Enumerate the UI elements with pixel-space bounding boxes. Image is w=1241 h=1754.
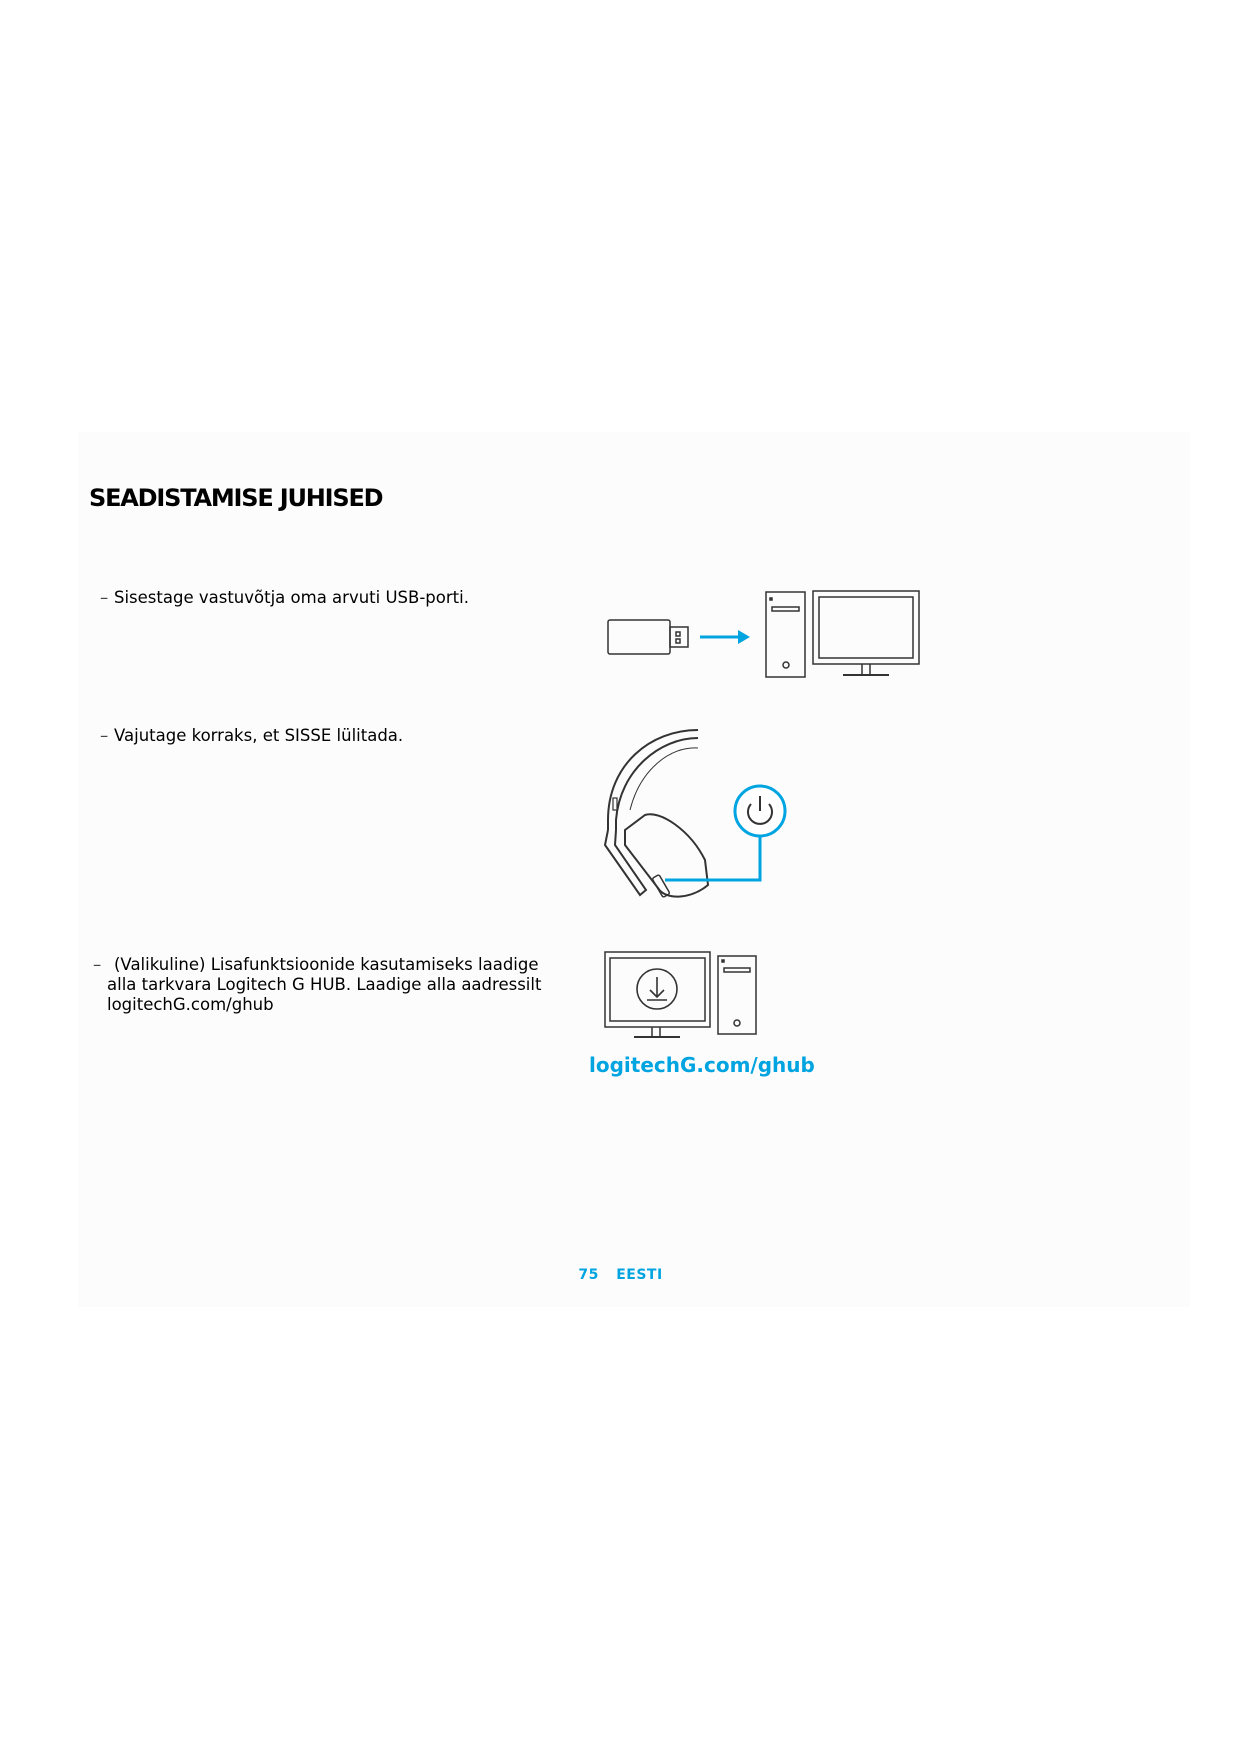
headset-power-illustration [590, 720, 820, 920]
usb-receiver-icon [608, 620, 688, 654]
step-2-marker: – [100, 726, 109, 745]
language-label: EESTI [616, 1267, 663, 1283]
step-1 [100, 588, 540, 608]
step-2 [100, 726, 540, 746]
pc-tower-icon [766, 592, 805, 677]
pc-tower-icon [718, 956, 756, 1034]
page-title: SEADISTAMISE JUHISED [89, 484, 383, 512]
arrow-right-icon [700, 630, 750, 644]
step-2-text: Vajutage korraks, et SISSE lülitada. [114, 726, 404, 745]
step-3 [93, 955, 547, 1015]
monitor-icon [813, 591, 919, 675]
step-1-marker: – [100, 588, 109, 607]
headset-icon [605, 730, 708, 898]
download-icon [637, 969, 677, 1009]
power-icon [735, 786, 785, 836]
page-footer [0, 1267, 1241, 1283]
step-3-text: (Valikuline) Lisafunktsioonide kasutamiseks laadige alla tarkvara Logitech G HUB. Laadige alla aadressilt logitechG.com/ghub [107, 955, 542, 1014]
page-number: 75 [578, 1267, 599, 1283]
ghub-url[interactable]: logitechG.com/ghub [589, 1053, 815, 1077]
usb-to-pc-illustration [600, 585, 930, 685]
download-illustration [600, 950, 770, 1040]
step-3-marker: – [93, 955, 102, 974]
step-1-text: Sisestage vastuvõtja oma arvuti USB-porti. [114, 588, 469, 607]
